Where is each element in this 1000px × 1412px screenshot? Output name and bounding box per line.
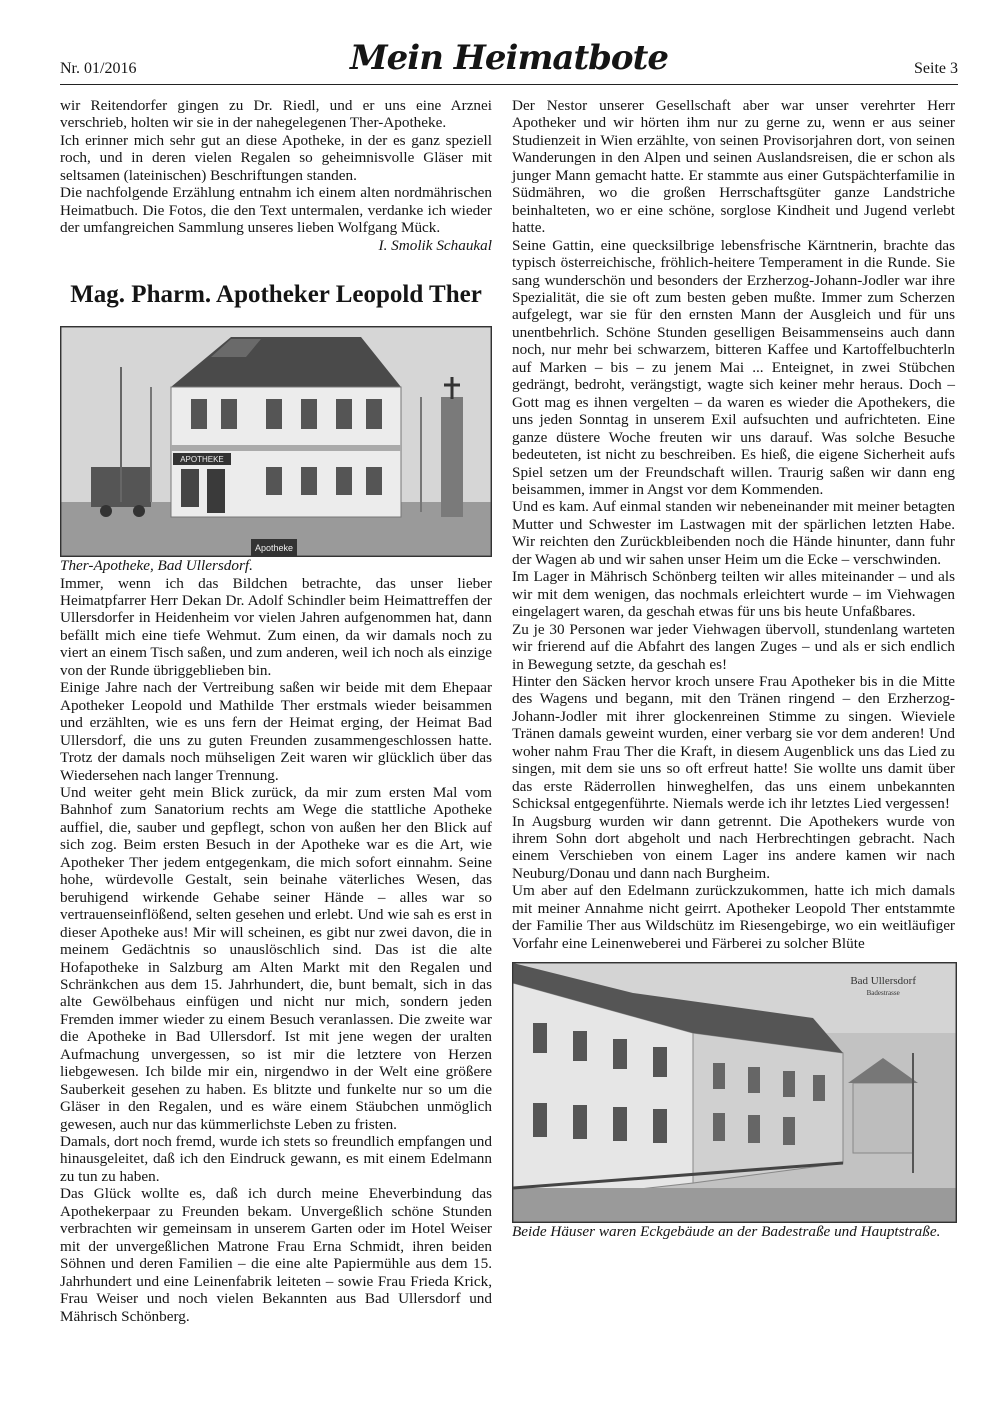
street-photo: [512, 962, 957, 1223]
page-number: Seite 3: [914, 60, 958, 77]
body-paragraph: Das Glück wollte es, daß ich durch meine Eheverbindung das Apothekerpaar zu Freunden bekam. Unvergeßlich schöne Stunden verbrachten wir gemeinsam in unserem Garten oder im Hotel Weiser mit der unvergeßlichen Matrone Frau Erna Schmidt, ihren beiden Söhnen und deren Familien – die eine alte Papiermühle aus dem 15. Jahrhundert und eine Leinenfabrik leiteten – sowie Frau Frieda Krick, Frau Weiser und noch vielen Bekannten aus Bad Ullersdorf und Mährisch Schönberg.: [60, 1185, 492, 1325]
body-paragraph: Damals, dort noch fremd, wurde ich stets so freundlich empfangen und hinausgeleitet, daß ich den Eindruck gewann, es mit einem Edelmann zu tun zu haben.: [60, 1133, 492, 1185]
header-rule: [60, 84, 958, 85]
body-paragraph: Der Nestor unserer Gesellschaft aber war unser verehrter Herr Apotheker und wir hörten ihm nur zu gerne zu, wenn er aus seiner Studienzeit in Wien erzählte, von seinen Provisorjahren dort, von seinen Wanderungen in den Alpen und seinen Auslandsreisen, die er schon als junger Mann gemacht hatte. Er stammte aus einer Gutspächterfamilie in Südmähren, wo die großen Herrschaftsgüter ganze Landstriche beinhalteten, wo er eine schöne, sorglose Kindheit und Jugend verlebt hatte.: [512, 97, 955, 237]
page-header: [60, 36, 958, 82]
left-column: [60, 97, 492, 1325]
body-paragraph: Immer, wenn ich das Bildchen betrachte, das unser lieber Heimatpfarrer Herr Dekan Dr. Adolf Schindler beim Heimattreffen der Ullersdorfer in Heidenheim vor vielen Jahren aufgenommen hat, dann befällt mich eine tiefe Wehmut. Zum einen, da wir damals noch zu viert an einem Tisch saßen, und zum anderen, weil ich noch als einzige von der Runde übriggeblieben bin.: [60, 574, 492, 679]
photo-caption: Beide Häuser waren Eckgebäude an der Badestraße und Hauptstraße.: [512, 1223, 941, 1241]
body-paragraph: In Augsburg wurden wir dann getrennt. Die Apothekers wurde von ihrem Sohn dort abgeholt und nach Herbrechtingen gebracht. Nach einem Verschieben von einem Lager ins andere kamen wir nach Neuburg/Donau und dann nach Burgheim.: [512, 812, 955, 882]
body-paragraph: Hinter den Säcken hervor kroch unsere Frau Apotheker bis in die Mitte des Wagens und begann, mit den Tränen ringend – den Erzherzog-Johann-Jodler mit ihrer glockenreinen Stimme zu singen. Wieviele Tränen damals geweint wurden, einer verbarg sie vor dem anderen! Und woher nahm Frau Ther die Kraft, in diesem Augenblick uns das Lied zu singen, mit dem sie uns so oft erfreut hatte! Sie wollte uns damit über das erste Räderrollen hinweghelfen, das uns einem unbekannten Schicksal entgegenführte. Niemals werde ich ihr letztes Lied vergessen!: [512, 672, 955, 813]
body-paragraph: Um aber auf den Edelmann zurückzukommen, hatte ich mich damals mit meiner Annahme nicht geirrt. Apotheker Leopold Ther entstammte der Familie Ther aus Wildschütz im Riesengebirge, wo ein weitläufiger Vorfahr eine Leinenweberei und Färberei zu solcher Blüte: [512, 882, 955, 952]
intro-paragraph: wir Reitendorfer gingen zu Dr. Riedl, und er uns eine Arznei verschrieb, holten wir sie in der nahegelegenen Ther-Apotheke.: [60, 97, 492, 132]
photo-label: Apotheke: [251, 539, 297, 557]
intro-paragraph: Die nachfolgende Erzählung entnahm ich einem alten nordmährischen Heimatbuch. Die Fotos, die den Text untermalen, verdanke ich wieder der umfangreichen Sammlung unseres lieben Wolfgang Mück.: [60, 184, 492, 237]
body-paragraph: Seine Gattin, eine quecksilbrige lebensfrische Kärntnerin, brachte das typisch österreichische, fröhlich-heitere Temperament in die Runde. Sie sang wunderschön und besonders der Erzherzog-Johann-Jodler war ihre Spezialität, die sie oft zum besten geben mußte. Immer zum Scherzen aufgelegt, war sie für den ernsten Mann der Ausgleich und für uns unentbehrlich. Schöne Stunden geselligen Beisammenseins auch dann noch, nur mehr bei schwarzem, bitteren Kaffee und Kartoffelbuchterln auf Marken – bis – zu jenem Mai ... Enteignet, in zwei Stübchen gedrängt, bedroht, verängstigt, wagte sich keiner mehr heraus. Doch – Gott mag es ihnen vergelten – da waren es wieder die Apothekers, die uns jeden Sonntag in unserem Exil aufsuchten und aufrichteten. Eine ganze düstere Woche freuten wir uns darauf. Was solche Besuche bedeuteten, ist nicht zu beschreiben. Es hieß, die eigene Sicherheit aufs Spiel setzen um der Freundschaft willen. Traurig saßen wir dann eng beisammen, immer in Angst vor dem Kommenden.: [512, 236, 955, 498]
photo-title: Bad Ullersdorf: [850, 975, 916, 988]
issue-number: Nr. 01/2016: [60, 60, 137, 77]
masthead-logo: Mein Heimatbote: [350, 38, 668, 78]
shop-sign: APOTHEKE: [180, 455, 224, 465]
body-paragraph: Einige Jahre nach der Vertreibung saßen wir beide mit dem Ehepaar Apotheker Leopold und Mathilde Ther erstmals wieder beisammen und erzählten, wie es uns fern der Heimat erging, der Heimat Bad Ullersdorf, die uns zu guten Freunden zusammengeschlossen hatte. Trotz der damals noch mühseligen Zeit waren wir glücklich über das Wiedersehen nach langer Trennung.: [60, 679, 492, 784]
photo-label: [850, 975, 916, 999]
body-paragraph: Zu je 30 Personen war jeder Viehwagen übervoll, stundenlang warteten wir frierend auf die Abfahrt des langen Zuges – und als er sich endlich in Bewegung setzte, da geschah es!: [512, 620, 955, 673]
pharmacy-photo: [60, 326, 492, 557]
photo-subtitle: Badestrasse: [866, 989, 900, 998]
intro-paragraph: Ich erinner mich sehr gut an diese Apotheke, in der es ganz speziell roch, und in deren vielen Regalen so geheimnisvolle Gläser mit seltsamen (lateinischen) Beschriftungen standen.: [60, 131, 492, 184]
photo-caption: Ther-Apotheke, Bad Ullersdorf.: [60, 557, 253, 575]
body-paragraph: Und weiter geht mein Blick zurück, da mir zum ersten Mal vom Bahnhof zum Sanatorium rechts am Wege die stattliche Apotheke auffiel, die, sauber und gepflegt, schon von außen her den Blick auf sich zog. Beim ersten Besuch in der Apotheke war es die Art, wie Apotheker Ther jedem entgegenkam, die mich sofort einnahm. Seine hohe, würdevolle Gestalt, sein beinahe väterliches Wesen, das beruhigend wirkende Gehabe seiner Hände – alles war so vertrauenseinflößend, selten gesehen und erlebt. Und wie sah es erst in dieser Apotheke aus! Mir will scheinen, es gibt nur zwei davon, die in meinem Gedächtnis so unauslöschlich sind. Das ist die alte Hofapotheke in Salzburg am Alten Markt mit den Regalen und Schränkchen aus dem 15. Jahrhundert, die, bunt bemalt, sich in das alte Gewölbehaus einfügen und nicht nur mich, sondern jeden Fremden immer wieder zu einem Besuch veranlassen. Die zweite war die Apotheke in Bad Ullersdorf. Ist mit jene wegen der uralten Aufmachung unvergessen, so ist mir die letztere von Herzen liebgewesen. Ich bilde mir ein, nirgendwo in der Welt eine größere Sauberkeit gesehen zu haben. Es blitzte und funkelte nur so um die Gläser in den Regalen, und es wäre einem Stäubchen unmöglich gewesen, auch nur das kümmerlichste Leben zu fristen.: [60, 783, 492, 1133]
author-signature: I. Smolik Schaukal: [378, 236, 492, 254]
pharmacy-building-illustration: [61, 327, 491, 556]
right-column: [512, 97, 955, 1241]
article-title: Mag. Pharm. Apotheker Leopold Ther: [70, 281, 482, 309]
body-paragraph: Und es kam. Auf einmal standen wir nebeneinander mit meiner betagten Mutter und Schwester im Lastwagen mit der spärlichen letzten Habe. Wir reichten den Zurückbleibenden noch die Hände hinunter, dann fuhr der Wagen ab und wir sahen unser Heim um die Ecke – verschwinden.: [512, 498, 955, 568]
body-paragraph: Im Lager in Mährisch Schönberg teilten wir alles miteinander – und als wir mit dem wenigen, das nochmals erleichtert wurde – im Viehwagen eingelagert waren, da geschah etwas für uns bis heute Unfaßbares.: [512, 568, 955, 621]
street-illustration: [513, 963, 956, 1222]
